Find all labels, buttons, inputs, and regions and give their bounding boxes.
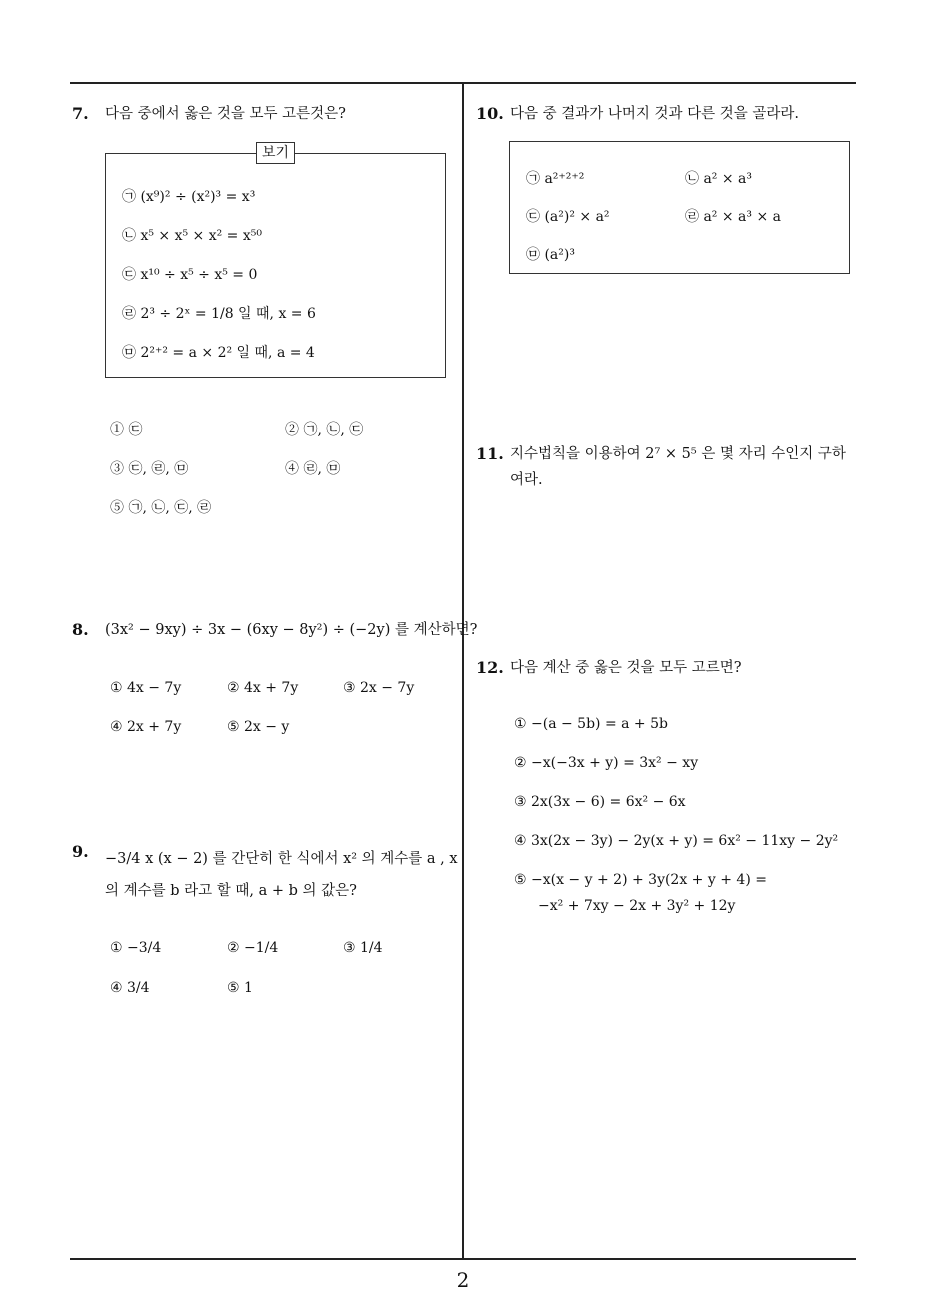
q7-item-2: ㉡ x⁵ × x⁵ × x² = x⁵⁰ — [122, 228, 262, 244]
q7-number: 7. — [72, 104, 89, 123]
q10-item-4: ㉣ a² × a³ × a — [685, 209, 781, 225]
q12-choice-1[interactable]: ① −(a − 5b) = a + 5b — [514, 716, 668, 732]
q8-choice-3[interactable]: ③ 2x − 7y — [343, 680, 415, 696]
q10-item-5: ㉤ (a²)³ — [526, 247, 575, 263]
q7-text: 다음 중에서 옳은 것을 모두 고른것은? — [105, 106, 346, 122]
q12-choice-2[interactable]: ② −x(−3x + y) = 3x² − xy — [514, 755, 699, 771]
q10-item-1: ㉠ a²⁺²⁺² — [526, 171, 585, 187]
q9-choice-3[interactable]: ③ 1/4 — [343, 940, 383, 956]
q8-choice-2[interactable]: ② 4x + 7y — [227, 680, 299, 696]
q7-item-5: ㉤ 2²⁺² = a × 2² 일 때, a = 4 — [122, 345, 315, 361]
q9-choice-2[interactable]: ② −1/4 — [227, 940, 279, 956]
q8-choice-4[interactable]: ④ 2x + 7y — [110, 719, 182, 735]
q8-text: (3x² − 9xy) ÷ 3x − (6xy − 8y²) ÷ (−2y) 를 계산하면? — [105, 622, 478, 638]
q7-choice-5[interactable]: ⑤ ㉠, ㉡, ㉢, ㉣ — [110, 500, 212, 516]
q7-item-1: ㉠ (x⁹)² ÷ (x²)³ = x³ — [122, 189, 256, 205]
q9-text-line2: 의 계수를 b 라고 할 때, a + b 의 값은? — [105, 883, 357, 899]
page-number: 2 — [456, 1268, 470, 1292]
q12-choice-5-continued: −x² + 7xy − 2x + 3y² + 12y — [538, 898, 736, 914]
q7-choice-4[interactable]: ④ ㉣, ㉤ — [285, 461, 341, 477]
q7-choice-3[interactable]: ③ ㉢, ㉣, ㉤ — [110, 461, 189, 477]
q7-bogi-label: 보기 — [256, 142, 295, 164]
q9-choice-4[interactable]: ④ 3/4 — [110, 980, 150, 996]
q11-number: 11. — [476, 444, 504, 463]
q12-choice-5[interactable]: ⑤ −x(x − y + 2) + 3y(2x + y + 4) = — [514, 872, 767, 888]
q7-choice-1[interactable]: ① ㉢ — [110, 422, 143, 438]
q11-text-line1: 지수법칙을 이용하여 2⁷ × 5⁵ 은 몇 자리 수인지 구하 — [510, 446, 846, 462]
q10-item-2: ㉡ a² × a³ — [685, 171, 752, 187]
q12-number: 12. — [476, 658, 504, 677]
q10-item-3: ㉢ (a²)² × a² — [526, 209, 610, 225]
q10-text: 다음 중 결과가 나머지 것과 다른 것을 골라라. — [510, 106, 799, 122]
q12-choice-4[interactable]: ④ 3x(2x − 3y) − 2y(x + y) = 6x² − 11xy − 2y² — [514, 833, 839, 849]
q7-item-3: ㉢ x¹⁰ ÷ x⁵ ÷ x⁵ = 0 — [122, 267, 258, 283]
q7-choice-2[interactable]: ② ㉠, ㉡, ㉢ — [285, 422, 364, 438]
q9-choice-1[interactable]: ① −3/4 — [110, 940, 162, 956]
q10-number: 10. — [476, 104, 504, 123]
q8-choice-5[interactable]: ⑤ 2x − y — [227, 719, 290, 735]
q8-number: 8. — [72, 620, 89, 639]
q7-item-4: ㉣ 2³ ÷ 2ˣ = 1/8 일 때, x = 6 — [122, 306, 316, 322]
q11-text-line2: 여라. — [510, 472, 543, 488]
q12-choice-3[interactable]: ③ 2x(3x − 6) = 6x² − 6x — [514, 794, 686, 810]
q9-text-line1: −3/4 x (x − 2) 를 간단히 한 식에서 x² 의 계수를 a , x — [105, 851, 458, 867]
q12-text: 다음 계산 중 옳은 것을 모두 고르면? — [510, 660, 742, 676]
q9-choice-5[interactable]: ⑤ 1 — [227, 980, 253, 996]
q9-number: 9. — [72, 842, 89, 861]
column-divider — [462, 83, 464, 1259]
q8-choice-1[interactable]: ① 4x − 7y — [110, 680, 182, 696]
